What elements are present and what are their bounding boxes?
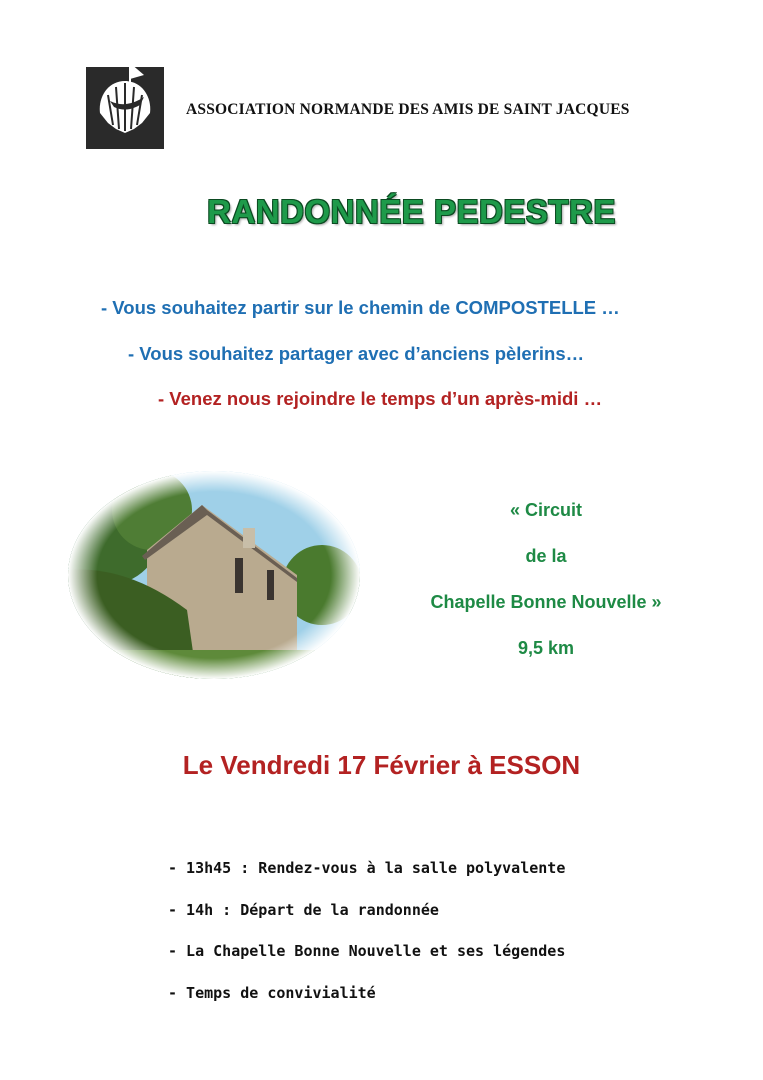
- intro-line: - Vous souhaitez partager avec d’anciens pèlerins…: [128, 343, 585, 364]
- organization-name: ASSOCIATION NORMANDE DES AMIS DE SAINT JACQUES: [186, 101, 630, 118]
- circuit-distance: 9,5 km: [517, 638, 575, 658]
- schedule-item: - 14h : Départ de la randonnée: [168, 900, 439, 919]
- circuit-line: Chapelle Bonne Nouvelle »: [430, 592, 662, 612]
- circuit-line: de la: [525, 546, 567, 566]
- event-date: Le Vendredi 17 Février à ESSON: [182, 750, 581, 780]
- association-logo-icon: [86, 57, 164, 149]
- circuit-info: [405, 495, 687, 679]
- schedule-item: - 13h45 : Rendez-vous à la salle polyvalente: [168, 859, 566, 877]
- circuit-line: « Circuit: [509, 500, 583, 520]
- schedule-list: [168, 859, 565, 1025]
- intro-line: - Venez nous rejoindre le temps d’un après-midi …: [158, 388, 603, 409]
- schedule-item: - La Chapelle Bonne Nouvelle et ses légendes: [168, 942, 566, 960]
- intro-line: - Vous souhaitez partir sur le chemin de COMPOSTELLE …: [101, 297, 620, 318]
- chapel-photo: [67, 470, 361, 680]
- schedule-item: - Temps de convivialité: [168, 983, 376, 1002]
- page-title: RANDONNÉE PEDESTRE: [207, 193, 616, 230]
